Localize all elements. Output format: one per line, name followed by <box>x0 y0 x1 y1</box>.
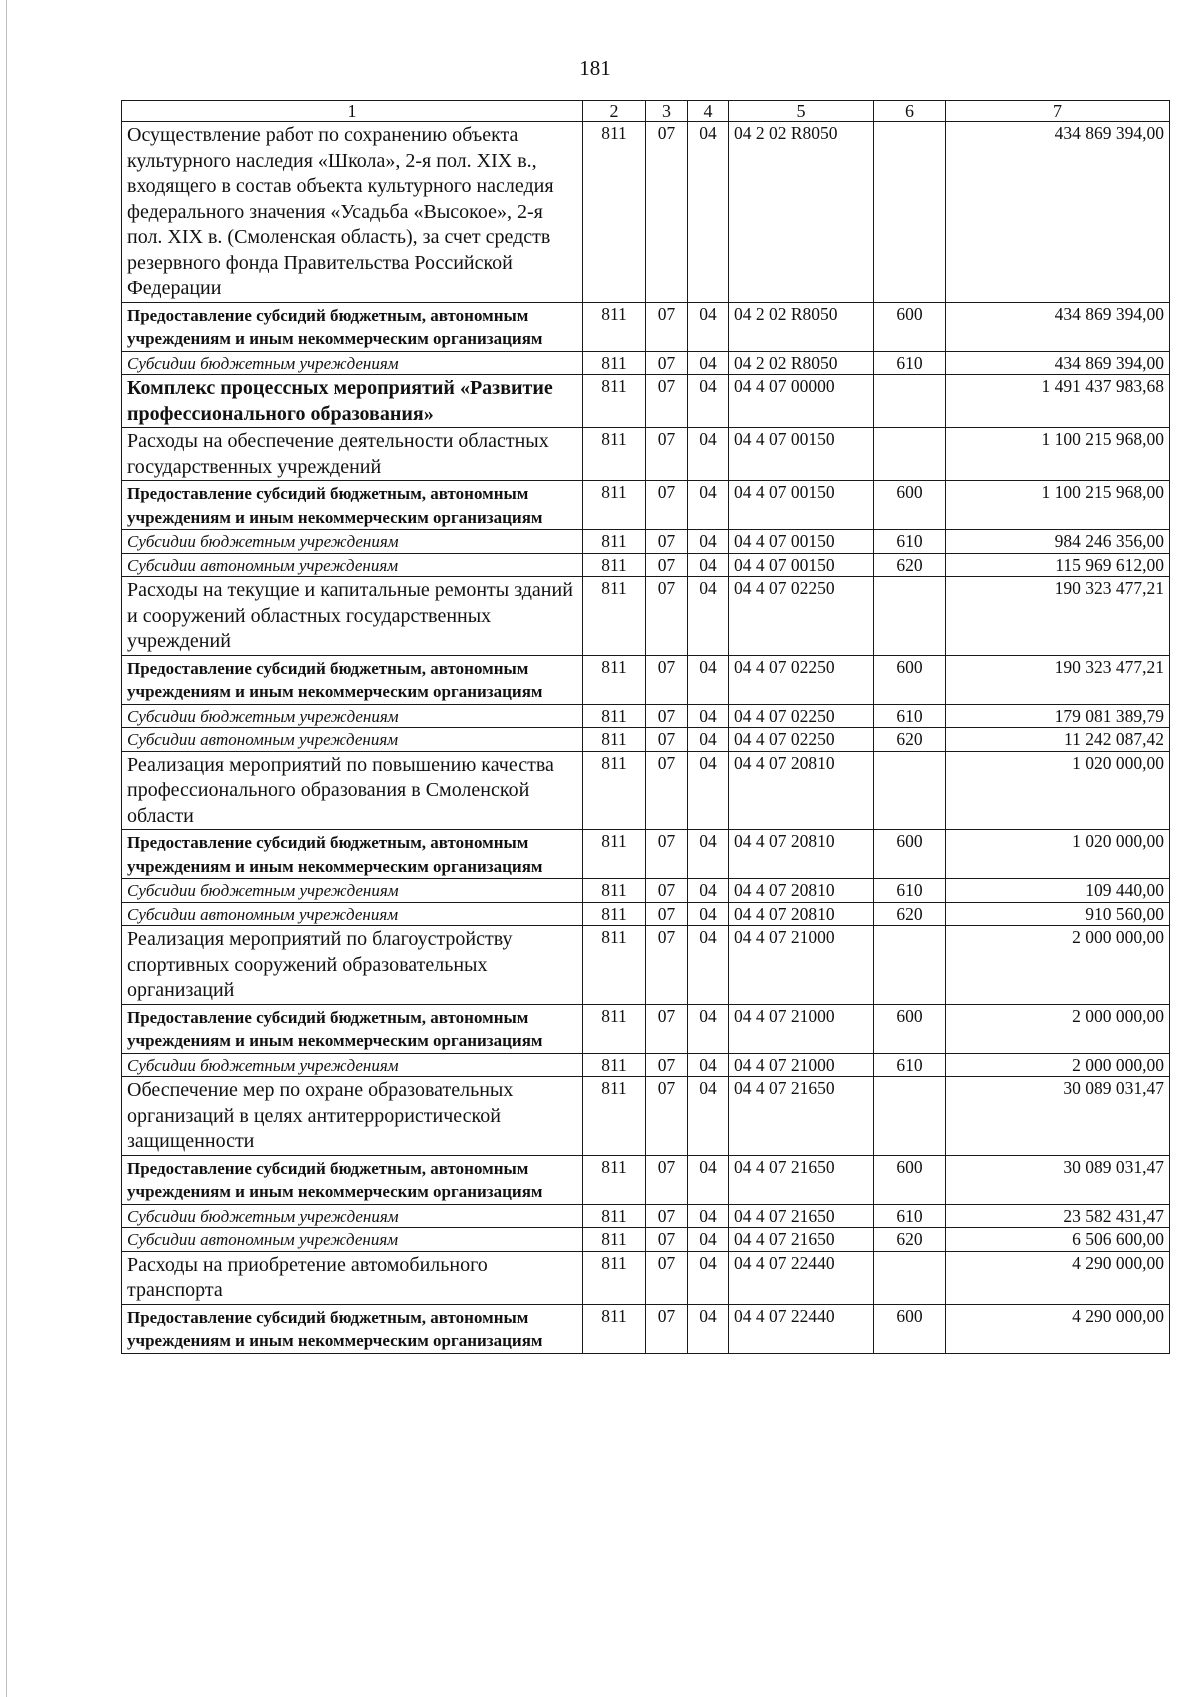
admin-code: 811 <box>583 375 646 428</box>
admin-code: 811 <box>583 879 646 903</box>
table-row <box>122 122 1170 303</box>
expense-type-code <box>874 751 946 830</box>
target-article-code: 04 4 07 00150 <box>729 481 874 530</box>
expense-type-code <box>874 428 946 481</box>
amount: 1 100 215 968,00 <box>946 428 1170 481</box>
table-row <box>122 1204 1170 1228</box>
amount: 2 000 000,00 <box>946 1004 1170 1053</box>
section-code: 07 <box>646 751 688 830</box>
subsection-code: 04 <box>688 1304 729 1353</box>
table-row <box>122 926 1170 1005</box>
section-code: 07 <box>646 1204 688 1228</box>
expense-type-code <box>874 375 946 428</box>
table-row <box>122 428 1170 481</box>
column-number-row <box>122 101 1170 122</box>
item-name: Обеспечение мер по охране образовательных организаций в целях антитеррористической защищенности <box>122 1077 583 1156</box>
target-article-code: 04 4 07 02250 <box>729 704 874 728</box>
subsection-code: 04 <box>688 122 729 303</box>
section-code: 07 <box>646 1155 688 1204</box>
section-code: 07 <box>646 530 688 554</box>
item-name: Реализация мероприятий по благоустройству спортивных сооружений образовательных организаций <box>122 926 583 1005</box>
table-row <box>122 553 1170 577</box>
target-article-code: 04 4 07 20810 <box>729 751 874 830</box>
section-code: 07 <box>646 879 688 903</box>
amount: 434 869 394,00 <box>946 122 1170 303</box>
target-article-code: 04 4 07 20810 <box>729 879 874 903</box>
admin-code: 811 <box>583 1204 646 1228</box>
target-article-code: 04 4 07 21650 <box>729 1204 874 1228</box>
section-code: 07 <box>646 1053 688 1077</box>
admin-code: 811 <box>583 902 646 926</box>
subsection-code: 04 <box>688 375 729 428</box>
admin-code: 811 <box>583 1155 646 1204</box>
item-name: Субсидии бюджетным учреждениям <box>122 351 583 375</box>
target-article-code: 04 4 07 02250 <box>729 728 874 752</box>
table-row <box>122 1077 1170 1156</box>
subsection-code: 04 <box>688 1053 729 1077</box>
table-row <box>122 1053 1170 1077</box>
amount: 2 000 000,00 <box>946 926 1170 1005</box>
amount: 190 323 477,21 <box>946 577 1170 656</box>
subsection-code: 04 <box>688 530 729 554</box>
target-article-code: 04 4 07 22440 <box>729 1304 874 1353</box>
table-row <box>122 351 1170 375</box>
target-article-code: 04 2 02 R8050 <box>729 351 874 375</box>
expense-type-code <box>874 122 946 303</box>
admin-code: 811 <box>583 481 646 530</box>
admin-code: 811 <box>583 1251 646 1304</box>
admin-code: 811 <box>583 1053 646 1077</box>
amount: 190 323 477,21 <box>946 655 1170 704</box>
section-code: 07 <box>646 351 688 375</box>
expense-type-code: 620 <box>874 728 946 752</box>
item-name: Расходы на текущие и капитальные ремонты зданий и сооружений областных государственных учреждений <box>122 577 583 656</box>
admin-code: 811 <box>583 577 646 656</box>
expense-type-code: 610 <box>874 1204 946 1228</box>
subsection-code: 04 <box>688 428 729 481</box>
section-code: 07 <box>646 481 688 530</box>
subsection-code: 04 <box>688 1077 729 1156</box>
subsection-code: 04 <box>688 704 729 728</box>
expense-type-code: 600 <box>874 302 946 351</box>
subsection-code: 04 <box>688 351 729 375</box>
item-name: Предоставление субсидий бюджетным, автономным учреждениям и иным некоммерческим организациям <box>122 1155 583 1204</box>
target-article-code: 04 4 07 00150 <box>729 530 874 554</box>
expense-type-code: 600 <box>874 1155 946 1204</box>
amount: 30 089 031,47 <box>946 1077 1170 1156</box>
target-article-code: 04 4 07 21000 <box>729 1053 874 1077</box>
table-body <box>122 101 1170 1354</box>
subsection-code: 04 <box>688 481 729 530</box>
amount: 434 869 394,00 <box>946 302 1170 351</box>
expense-type-code <box>874 926 946 1005</box>
item-name: Осуществление работ по сохранению объекта культурного наследия «Школа», 2-я пол. XIX в., входящего в состав объекта культурного наследия федерального значения «Усадьба «Высокое», 2-я пол. XIX в. (Смоленская область), за счет средств резервного фонда Правительства Российской Федерации <box>122 122 583 303</box>
item-name: Субсидии автономным учреждениям <box>122 1228 583 1252</box>
subsection-code: 04 <box>688 902 729 926</box>
target-article-code: 04 4 07 00000 <box>729 375 874 428</box>
amount: 23 582 431,47 <box>946 1204 1170 1228</box>
expense-type-code <box>874 577 946 656</box>
expense-type-code: 610 <box>874 704 946 728</box>
target-article-code: 04 4 07 21000 <box>729 926 874 1005</box>
item-name: Субсидии автономным учреждениям <box>122 728 583 752</box>
amount: 4 290 000,00 <box>946 1304 1170 1353</box>
target-article-code: 04 2 02 R8050 <box>729 302 874 351</box>
admin-code: 811 <box>583 302 646 351</box>
table-row <box>122 1304 1170 1353</box>
target-article-code: 04 4 07 02250 <box>729 655 874 704</box>
scan-margin-line <box>6 0 7 1697</box>
section-code: 07 <box>646 302 688 351</box>
subsection-code: 04 <box>688 1204 729 1228</box>
amount: 115 969 612,00 <box>946 553 1170 577</box>
admin-code: 811 <box>583 728 646 752</box>
section-code: 07 <box>646 1304 688 1353</box>
table-row <box>122 902 1170 926</box>
table-row <box>122 1228 1170 1252</box>
item-name: Субсидии автономным учреждениям <box>122 902 583 926</box>
table-row <box>122 830 1170 879</box>
subsection-code: 04 <box>688 830 729 879</box>
table-row <box>122 302 1170 351</box>
amount: 30 089 031,47 <box>946 1155 1170 1204</box>
section-code: 07 <box>646 1004 688 1053</box>
table-row <box>122 1251 1170 1304</box>
item-name: Расходы на приобретение автомобильного транспорта <box>122 1251 583 1304</box>
column-number: 6 <box>874 101 946 122</box>
item-name: Предоставление субсидий бюджетным, автономным учреждениям и иным некоммерческим организациям <box>122 830 583 879</box>
amount: 2 000 000,00 <box>946 1053 1170 1077</box>
column-number: 7 <box>946 101 1170 122</box>
subsection-code: 04 <box>688 1004 729 1053</box>
table-row <box>122 375 1170 428</box>
amount: 1 491 437 983,68 <box>946 375 1170 428</box>
subsection-code: 04 <box>688 1251 729 1304</box>
amount: 1 020 000,00 <box>946 830 1170 879</box>
admin-code: 811 <box>583 553 646 577</box>
target-article-code: 04 4 07 00150 <box>729 428 874 481</box>
section-code: 07 <box>646 1077 688 1156</box>
expense-type-code: 610 <box>874 879 946 903</box>
section-code: 07 <box>646 553 688 577</box>
section-code: 07 <box>646 375 688 428</box>
target-article-code: 04 4 07 21650 <box>729 1155 874 1204</box>
target-article-code: 04 4 07 00150 <box>729 553 874 577</box>
item-name: Предоставление субсидий бюджетным, автономным учреждениям и иным некоммерческим организациям <box>122 1304 583 1353</box>
expense-type-code: 620 <box>874 553 946 577</box>
subsection-code: 04 <box>688 1228 729 1252</box>
subsection-code: 04 <box>688 728 729 752</box>
expense-type-code: 620 <box>874 902 946 926</box>
table-row <box>122 530 1170 554</box>
admin-code: 811 <box>583 351 646 375</box>
target-article-code: 04 4 07 22440 <box>729 1251 874 1304</box>
column-number: 3 <box>646 101 688 122</box>
admin-code: 811 <box>583 751 646 830</box>
admin-code: 811 <box>583 1077 646 1156</box>
subsection-code: 04 <box>688 879 729 903</box>
section-code: 07 <box>646 428 688 481</box>
table-row <box>122 577 1170 656</box>
expense-type-code: 600 <box>874 481 946 530</box>
section-code: 07 <box>646 122 688 303</box>
section-code: 07 <box>646 926 688 1005</box>
item-name: Предоставление субсидий бюджетным, автономным учреждениям и иным некоммерческим организациям <box>122 655 583 704</box>
section-code: 07 <box>646 655 688 704</box>
column-number: 1 <box>122 101 583 122</box>
amount: 1 100 215 968,00 <box>946 481 1170 530</box>
amount: 434 869 394,00 <box>946 351 1170 375</box>
admin-code: 811 <box>583 704 646 728</box>
amount: 179 081 389,79 <box>946 704 1170 728</box>
admin-code: 811 <box>583 830 646 879</box>
table-row <box>122 1155 1170 1204</box>
subsection-code: 04 <box>688 577 729 656</box>
table-row <box>122 728 1170 752</box>
item-name: Реализация мероприятий по повышению качества профессионального образования в Смоленской области <box>122 751 583 830</box>
section-code: 07 <box>646 728 688 752</box>
amount: 910 560,00 <box>946 902 1170 926</box>
column-number: 5 <box>729 101 874 122</box>
amount: 984 246 356,00 <box>946 530 1170 554</box>
item-name: Субсидии бюджетным учреждениям <box>122 879 583 903</box>
table-row <box>122 1004 1170 1053</box>
expense-type-code <box>874 1077 946 1156</box>
target-article-code: 04 2 02 R8050 <box>729 122 874 303</box>
expense-type-code: 610 <box>874 351 946 375</box>
admin-code: 811 <box>583 1004 646 1053</box>
section-code: 07 <box>646 704 688 728</box>
admin-code: 811 <box>583 1304 646 1353</box>
admin-code: 811 <box>583 428 646 481</box>
item-name: Предоставление субсидий бюджетным, автономным учреждениям и иным некоммерческим организациям <box>122 1004 583 1053</box>
amount: 109 440,00 <box>946 879 1170 903</box>
table-row <box>122 751 1170 830</box>
item-name: Расходы на обеспечение деятельности областных государственных учреждений <box>122 428 583 481</box>
target-article-code: 04 4 07 21000 <box>729 1004 874 1053</box>
item-name: Субсидии бюджетным учреждениям <box>122 530 583 554</box>
section-code: 07 <box>646 1251 688 1304</box>
table-row <box>122 704 1170 728</box>
target-article-code: 04 4 07 21650 <box>729 1077 874 1156</box>
column-number: 4 <box>688 101 729 122</box>
target-article-code: 04 4 07 21650 <box>729 1228 874 1252</box>
target-article-code: 04 4 07 20810 <box>729 830 874 879</box>
subsection-code: 04 <box>688 751 729 830</box>
expense-type-code: 620 <box>874 1228 946 1252</box>
expense-type-code: 600 <box>874 1004 946 1053</box>
amount: 6 506 600,00 <box>946 1228 1170 1252</box>
admin-code: 811 <box>583 530 646 554</box>
expense-type-code: 610 <box>874 1053 946 1077</box>
admin-code: 811 <box>583 122 646 303</box>
admin-code: 811 <box>583 1228 646 1252</box>
subsection-code: 04 <box>688 553 729 577</box>
column-number: 2 <box>583 101 646 122</box>
expense-type-code: 610 <box>874 530 946 554</box>
subsection-code: 04 <box>688 926 729 1005</box>
expense-type-code <box>874 1251 946 1304</box>
subsection-code: 04 <box>688 655 729 704</box>
subsection-code: 04 <box>688 1155 729 1204</box>
section-code: 07 <box>646 902 688 926</box>
item-name: Комплекс процессных мероприятий «Развитие профессионального образования» <box>122 375 583 428</box>
expense-type-code: 600 <box>874 1304 946 1353</box>
section-code: 07 <box>646 577 688 656</box>
item-name: Предоставление субсидий бюджетным, автономным учреждениям и иным некоммерческим организациям <box>122 481 583 530</box>
item-name: Субсидии автономным учреждениям <box>122 553 583 577</box>
item-name: Предоставление субсидий бюджетным, автономным учреждениям и иным некоммерческим организациям <box>122 302 583 351</box>
table-row <box>122 481 1170 530</box>
page-number: 181 <box>579 56 611 80</box>
section-code: 07 <box>646 1228 688 1252</box>
amount: 4 290 000,00 <box>946 1251 1170 1304</box>
amount: 1 020 000,00 <box>946 751 1170 830</box>
table-row <box>122 879 1170 903</box>
subsection-code: 04 <box>688 302 729 351</box>
budget-table <box>121 100 1170 1354</box>
amount: 11 242 087,42 <box>946 728 1170 752</box>
expense-type-code: 600 <box>874 830 946 879</box>
expense-type-code: 600 <box>874 655 946 704</box>
admin-code: 811 <box>583 655 646 704</box>
section-code: 07 <box>646 830 688 879</box>
admin-code: 811 <box>583 926 646 1005</box>
target-article-code: 04 4 07 02250 <box>729 577 874 656</box>
item-name: Субсидии бюджетным учреждениям <box>122 1204 583 1228</box>
table-row <box>122 655 1170 704</box>
target-article-code: 04 4 07 20810 <box>729 902 874 926</box>
item-name: Субсидии бюджетным учреждениям <box>122 1053 583 1077</box>
item-name: Субсидии бюджетным учреждениям <box>122 704 583 728</box>
